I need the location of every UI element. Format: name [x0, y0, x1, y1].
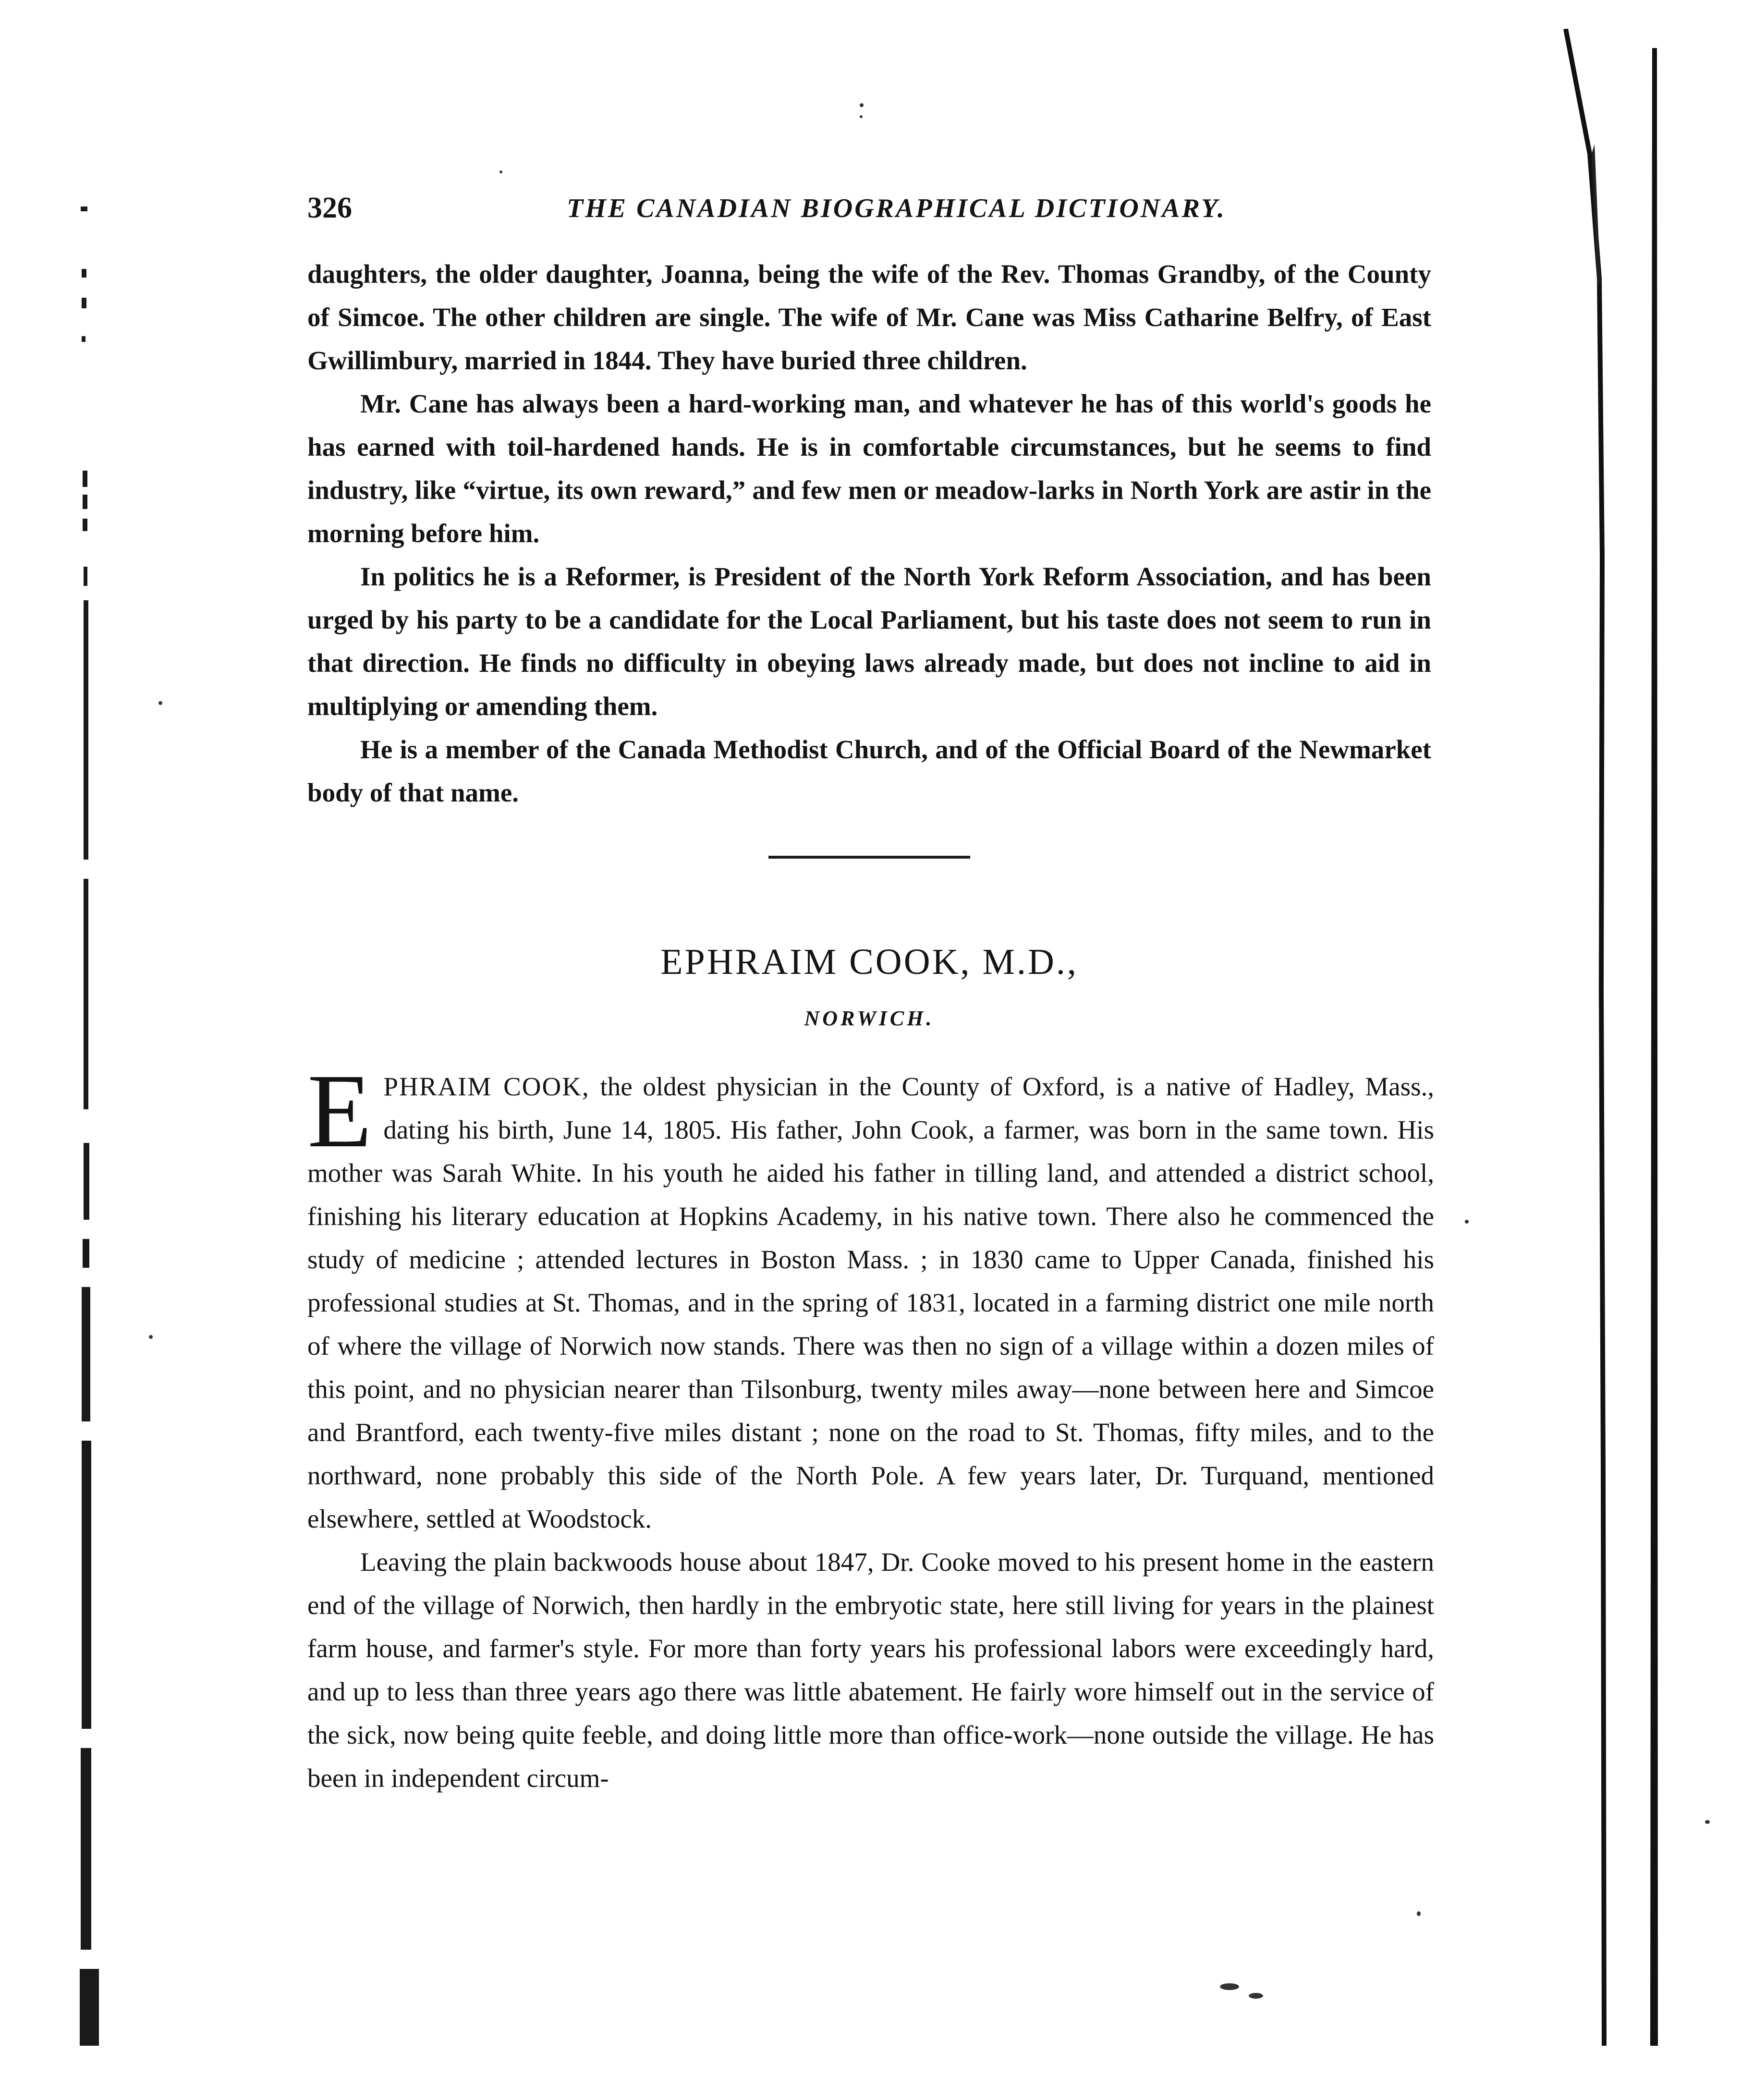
paragraph: daughters, the older daughter, Joanna, being the wife of the Rev. Thomas Grandby, of the County of Simcoe. The other children are single. The wife of Mr. Cane was Miss Catharine Belfry, of East Gwillimbury, married in 1844. They have buried three children.	[307, 259, 1431, 375]
binding-marks	[37, 0, 85, 2100]
paragraph: He is a member of the Canada Methodist Church, and of the Official Board of the Newmarket body of that name.	[307, 735, 1431, 807]
first-words: PHRAIM COOK,	[383, 1072, 590, 1101]
page-edge-shadow	[1556, 29, 1671, 2046]
paragraph: In politics he is a Reformer, is President of the North York Reform Association, and has been urged by his party to be a candidate for the Local Parliament, but his taste does not seem to run in that direction. He finds no difficulty in obeying laws already made, but does not incline to aid in multiplying or amending them.	[307, 562, 1431, 721]
previous-entry-text	[307, 253, 1431, 814]
drop-cap: E	[307, 1052, 372, 1169]
journal-title: THE CANADIAN BIOGRAPHICAL DICTIONARY.	[567, 194, 1226, 223]
scan-speck	[499, 170, 502, 173]
scan-speck	[1220, 1983, 1239, 1990]
paragraph-text: the oldest physician in the County of Oxford, is a native of Hadley, Mass., dating his birth, June 14, 1805. His father, John Cook, a farmer, was born in the same town. His mother was Sarah White. In his youth he aided his father in tilling land, and attended a district school, finishing his literary education at Hopkins Academy, in his native town. There also he commenced the study of medicine ; attended lectures in Boston Mass. ; in 1830 came to Upper Canada, finished his professional studies at St. Thomas, and in the spring of 1831, located in a farming district one mile north of where the village of Norwich now stands. There was then no sign of a village within a dozen miles of this point, and no physician nearer than Tilsonburg, twenty miles away—none between here and Simcoe and Brantford, each twenty-five miles distant ; none on the road to St. Thomas, fifty miles, and to the northward, none probably this side of the North Pole. A few years later, Dr. Turquand, mentioned elsewhere, settled at Woodstock.	[307, 1072, 1434, 1533]
entry-text	[307, 1052, 1434, 1800]
scan-speck	[149, 1335, 153, 1339]
paragraph: Leaving the plain backwoods house about 1847, Dr. Cooke moved to his present home in the eastern end of the village of Norwich, then hardly in the embryotic state, here still living for years in the plainest farm house, and farmer's style. For more than forty years his professional labors were exceedingly hard, and up to less than three years ago there was little abatement. He fairly wore himself out in the service of the sick, now being quite feeble, and doing little more than office-work—none outside the village. He has been in independent circum-	[307, 1547, 1434, 1793]
scan-speck	[1249, 1993, 1263, 1999]
section-divider	[768, 856, 970, 859]
entry-title: EPHRAIM COOK, M.D.,	[660, 942, 1078, 982]
scan-speck	[1417, 1911, 1421, 1916]
page-number: 326	[307, 192, 352, 224]
paragraph	[307, 1052, 1434, 1541]
scan-speck	[1705, 1820, 1710, 1824]
scan-speck	[860, 115, 863, 118]
running-head	[307, 191, 1441, 234]
scan-speck	[1465, 1220, 1469, 1224]
paragraph: Mr. Cane has always been a hard-working man, and whatever he has of this world's goods he has earned with toil-hardened hands. He is in comfortable circumstances, but he seems to find industry, like “virtue, its own reward,” and few men or meadow-larks in North York are astir in the morning before him.	[307, 389, 1431, 548]
entry-place: NORWICH.	[804, 1007, 935, 1030]
scan-speck	[158, 701, 162, 705]
scan-speck	[860, 103, 864, 107]
